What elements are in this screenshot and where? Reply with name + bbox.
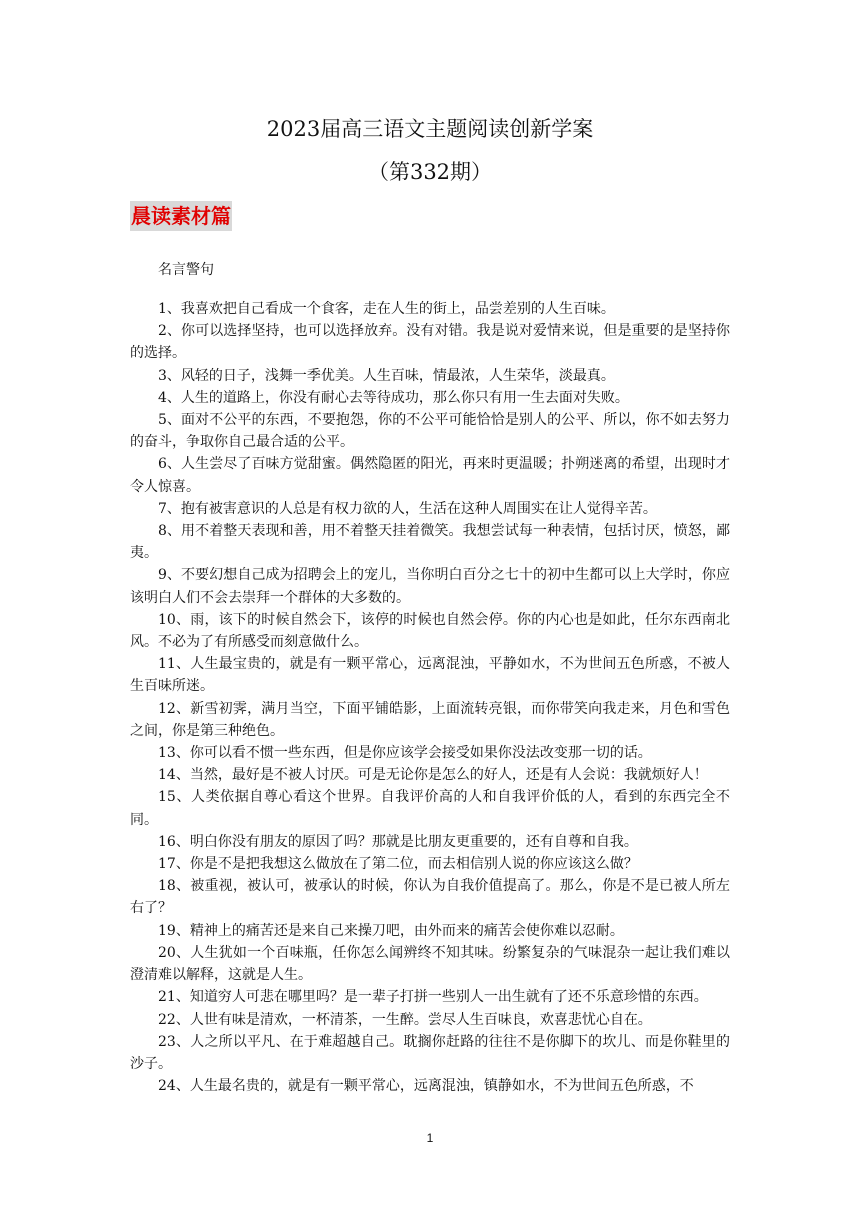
section-heading: 晨读素材篇 [130, 201, 232, 231]
quote-paragraph: 23、人之所以平凡、在于难超越自己。耽搁你赶路的往往不是你脚下的坎儿、而是你鞋里的沙子。 [130, 1033, 730, 1072]
quote-paragraph: 8、用不着整天表现和善，用不着整天挂着微笑。我想尝试每一种表情，包括讨厌，愤怒，鄙夷。 [130, 523, 730, 562]
quote-paragraph: 1、我喜欢把自己看成一个食客，走在人生的街上，品尝差别的人生百味。 [158, 301, 615, 317]
quote-paragraph: 6、人生尝尽了百味方觉甜蜜。偶然隐匿的阳光，再来时更温暖；扑朔迷离的希望，出现时才令人惊喜。 [130, 456, 730, 495]
page-number: 1 [426, 1131, 434, 1145]
quote-paragraph: 9、不要幻想自己成为招聘会上的宠儿，当你明白百分之七十的初中生都可以上大学时，你应该明白人们不会去崇拜一个群体的大多数的。 [130, 567, 730, 606]
quote-paragraph: 15、人类依据自尊心看这个世界。自我评价高的人和自我评价低的人，看到的东西完全不同。 [130, 789, 730, 828]
quote-paragraph: 24、人生最名贵的，就是有一颗平常心，远离混浊，镇静如水，不为世间五色所惑，不 [158, 1078, 694, 1095]
quote-paragraph: 19、精神上的痛苦还是来自己来操刀吧，由外而来的痛苦会使你难以忍耐。 [158, 922, 624, 939]
quote-paragraph: 20、人生犹如一个百味瓶，任你怎么闻辨终不知其味。纷繁复杂的气味混杂一起让我们难以澄清难以解释，这就是人生。 [130, 944, 730, 984]
quote-paragraph: 4、人生的道路上，你没有耐心去等待成功，那么你只有用一生去面对失败。 [158, 389, 629, 406]
quote-paragraph: 11、人生最宝贵的，就是有一颗平常心，远离混浊，平静如水，不为世间五色所惑，不被人生百味所迷。 [130, 656, 730, 695]
quote-paragraph: 21、知道穷人可悲在哪里吗？是一辈子打拼一些别人一出生就有了还不乐意珍惜的东西。 [158, 989, 708, 1006]
document-title: 2023届高三语文主题阅读创新学案 [266, 117, 594, 141]
quote-paragraph: 18、被重视，被认可，被承认的时候，你认为自我价值提高了。那么，你是不是已被人所左右了？ [130, 878, 730, 917]
quote-paragraph: 2、你可以选择坚持，也可以选择放弃。没有对错。我是说对爱情来说，但是重要的是坚持你的选择。 [130, 323, 730, 362]
subheading: 名言警句 [158, 262, 214, 278]
quote-paragraph: 13、你可以看不惯一些东西，但是你应该学会接受如果你没法改变那一切的话。 [158, 745, 652, 762]
quote-list [130, 298, 730, 1097]
quote-paragraph: 17、你是不是把我想这么做放在了第二位，而去相信别人说的你应该这么做？ [158, 856, 638, 873]
quote-paragraph: 22、人世有味是清欢，一杯清茶，一生醉。尝尽人生百味良，欢喜悲忧心自在。 [158, 1011, 652, 1028]
quote-paragraph: 14、当然，最好是不被人讨厌。可是无论你是怎么的好人，还是有人会说：我就烦好人！ [158, 767, 708, 784]
quote-paragraph: 7、抱有被害意识的人总是有权力欲的人，生活在这种人周围实在让人觉得辛苦。 [158, 500, 657, 517]
quote-paragraph: 3、风轻的日子，浅舞一季优美。人生百味，情最浓，人生荣华，淡最真。 [158, 367, 615, 384]
issue-number: （第332期） [367, 160, 493, 184]
quote-paragraph: 16、明白你没有朋友的原因了吗？那就是比朋友更重要的，还有自尊和自我。 [158, 833, 638, 850]
quote-paragraph: 12、新雪初霁，满月当空，下面平铺皓影，上面流转亮银，而你带笑向我走来，月色和雪色之间，你是第三种绝色。 [130, 700, 730, 739]
quote-paragraph: 5、面对不公平的东西，不要抱怨，你的不公平可能恰恰是别人的公平、所以，你不如去努力的奋斗，争取你自己最合适的公平。 [130, 412, 730, 451]
quote-paragraph: 10、雨，该下的时候自然会下，该停的时候也自然会停。你的内心也是如此，任尔东西南北风。不必为了有所感受而刻意做什么。 [130, 611, 730, 651]
